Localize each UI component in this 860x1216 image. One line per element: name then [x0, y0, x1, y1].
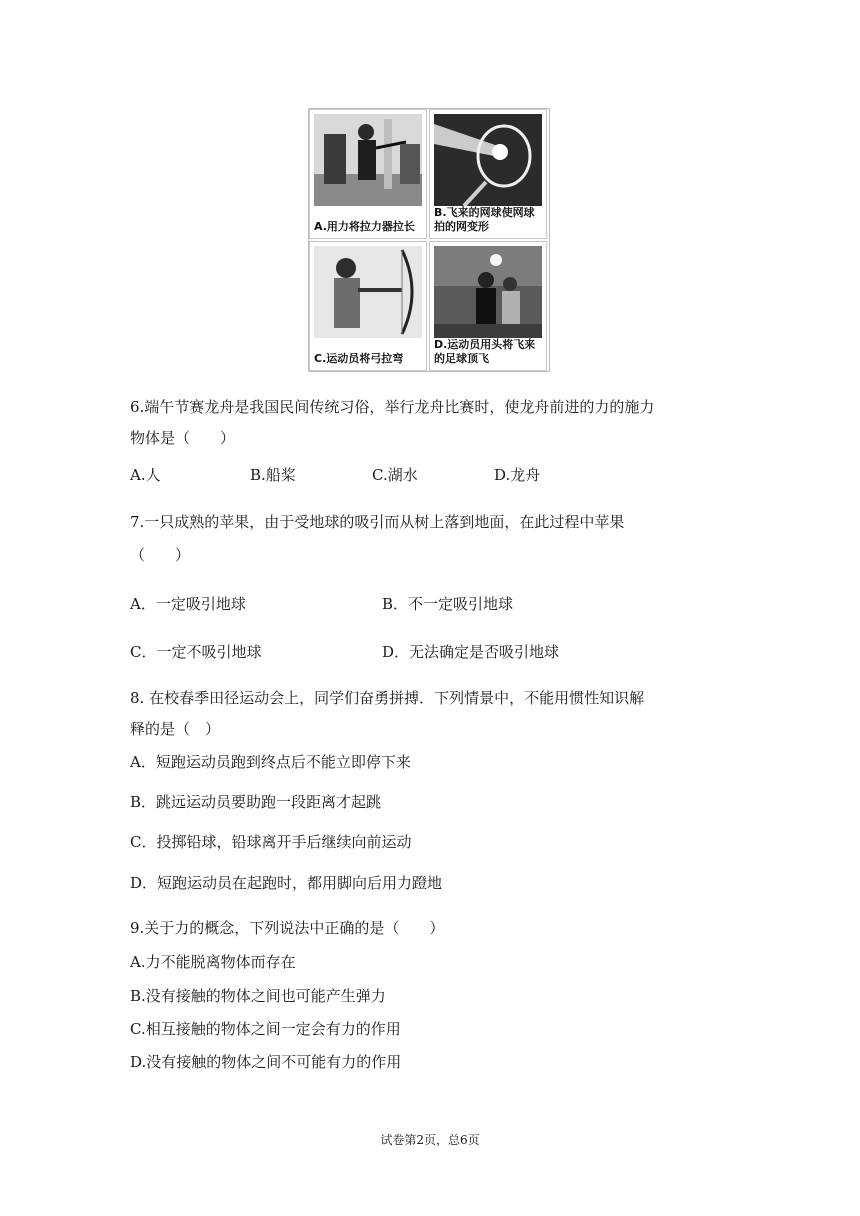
question-9-option-d: D.没有接触的物体之间不可能有力的作用	[130, 1053, 402, 1071]
question-7-option-c: C．一定不吸引地球	[130, 643, 262, 661]
question-8-line-2: 释的是（ ）	[130, 720, 221, 738]
figure-cell-b	[429, 109, 547, 239]
question-6-line-1: 6.端午节赛龙舟是我国民间传统习俗，举行龙舟比赛时，使龙舟前进的力的施力	[130, 398, 655, 416]
figure-cell-a	[309, 109, 427, 239]
question-7-option-b: B．不一定吸引地球	[382, 595, 514, 613]
photo-soccer-header	[434, 246, 542, 338]
question-7-option-a: A．一定吸引地球	[130, 595, 246, 613]
question-8-option-a: A．短跑运动员跑到终点后不能立即停下来	[130, 753, 411, 771]
question-8-line-1: 8. 在校春季田径运动会上，同学们奋勇拼搏．下列情景中，不能用惯性知识解	[130, 689, 645, 707]
question-7-line-2: （ ）	[130, 546, 191, 564]
question-9-option-b: B.没有接触的物体之间也可能产生弹力	[130, 987, 386, 1005]
question-6-line-2: 物体是（ ）	[130, 429, 236, 447]
caption-c: C.运动员将弓拉弯	[314, 352, 404, 365]
question-8-option-d: D．短跑运动员在起跑时，都用脚向后用力蹬地	[130, 874, 443, 892]
question-8-option-b: B．跳远运动员要助跑一段距离才起跳	[130, 793, 382, 811]
question-9-line-1: 9.关于力的概念，下列说法中正确的是（ ）	[130, 919, 445, 937]
question-6-option-c: C.湖水	[372, 466, 418, 484]
caption-b: B.飞来的网球使网球拍的网变形	[434, 206, 535, 233]
page-footer: 试卷第2页，总6页	[380, 1133, 480, 1147]
photo-tennis-racket	[434, 114, 542, 206]
caption-d: D.运动员用头将飞来的足球顶飞	[434, 338, 536, 365]
figure-cell-d	[429, 241, 547, 371]
question-6-option-b: B.船桨	[250, 466, 296, 484]
force-examples-figure	[308, 108, 550, 372]
question-9-option-c: C.相互接触的物体之间一定会有力的作用	[130, 1020, 401, 1038]
question-6-option-d: D.龙舟	[494, 466, 541, 484]
photo-pulling-expander	[314, 114, 422, 206]
figure-cell-c	[309, 241, 427, 371]
question-9-option-a: A.力不能脱离物体而存在	[130, 953, 296, 971]
question-7-option-d: D．无法确定是否吸引地球	[382, 643, 560, 661]
question-6-option-a: A.人	[130, 466, 161, 484]
question-7-line-1: 7.一只成熟的苹果，由于受地球的吸引而从树上落到地面，在此过程中苹果	[130, 513, 625, 531]
photo-archer	[314, 246, 422, 338]
caption-a: A.用力将拉力器拉长	[314, 220, 415, 233]
question-8-option-c: C．投掷铅球，铅球离开手后继续向前运动	[130, 833, 412, 851]
